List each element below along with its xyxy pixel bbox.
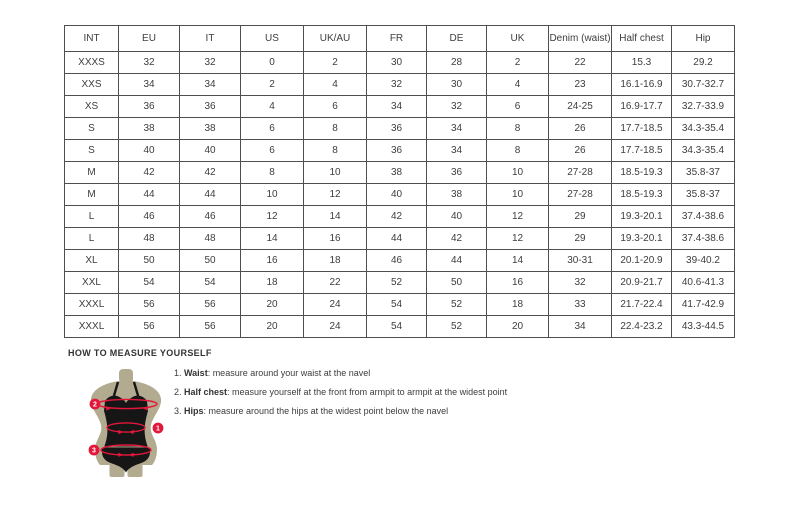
size-value-cell: 34 (427, 140, 487, 162)
size-value-cell: 12 (487, 228, 549, 250)
size-value-cell: 16.1-16.9 (612, 74, 672, 96)
size-value-cell: 40 (367, 184, 427, 206)
size-value-cell: 8 (304, 140, 367, 162)
size-value-cell: 48 (180, 228, 241, 250)
mannequin-neck (119, 369, 133, 383)
size-value-cell: 56 (180, 294, 241, 316)
size-value-cell: 14 (304, 206, 367, 228)
size-value-cell: 17.7-18.5 (612, 140, 672, 162)
size-value-cell: 4 (304, 74, 367, 96)
table-row (65, 162, 735, 184)
size-value-cell: 36 (367, 140, 427, 162)
size-value-cell: 20.1-20.9 (612, 250, 672, 272)
size-value-cell: 18.5-19.3 (612, 162, 672, 184)
size-value-cell: 30 (427, 74, 487, 96)
size-value-cell: 20 (487, 316, 549, 338)
size-value-cell: 37.4-38.6 (672, 206, 735, 228)
size-value-cell: 50 (427, 272, 487, 294)
size-value-cell: 15.3 (612, 52, 672, 74)
size-value-cell: 34 (549, 316, 612, 338)
table-row (65, 74, 735, 96)
size-value-cell: 24-25 (549, 96, 612, 118)
size-label-cell: XXXL (65, 316, 119, 338)
column-header: EU (119, 26, 180, 52)
size-value-cell: 40 (119, 140, 180, 162)
size-value-cell: 12 (304, 184, 367, 206)
size-value-cell: 54 (119, 272, 180, 294)
table-row (65, 140, 735, 162)
size-value-cell: 26 (549, 140, 612, 162)
size-value-cell: 10 (304, 162, 367, 184)
size-value-cell: 54 (367, 316, 427, 338)
size-value-cell: 27-28 (549, 162, 612, 184)
size-value-cell: 16 (241, 250, 304, 272)
size-value-cell: 32 (367, 74, 427, 96)
size-value-cell: 29 (549, 228, 612, 250)
table-row (65, 206, 735, 228)
size-value-cell: 44 (180, 184, 241, 206)
size-value-cell: 54 (180, 272, 241, 294)
column-header: Hip (672, 26, 735, 52)
size-value-cell: 30-31 (549, 250, 612, 272)
size-label-cell: M (65, 184, 119, 206)
size-value-cell: 34.3-35.4 (672, 140, 735, 162)
size-value-cell: 38 (119, 118, 180, 140)
table-header-row (65, 26, 735, 52)
column-header: UK (487, 26, 549, 52)
size-value-cell: 6 (241, 140, 304, 162)
size-value-cell: 19.3-20.1 (612, 206, 672, 228)
column-header: US (241, 26, 304, 52)
size-value-cell: 20 (241, 316, 304, 338)
size-value-cell: 42 (367, 206, 427, 228)
size-value-cell: 24 (304, 294, 367, 316)
table-body (65, 52, 735, 338)
size-chart-table (64, 25, 735, 338)
size-value-cell: 8 (487, 118, 549, 140)
size-value-cell: 54 (367, 294, 427, 316)
size-value-cell: 22.4-23.2 (612, 316, 672, 338)
size-value-cell: 33 (549, 294, 612, 316)
step-term: Waist (184, 368, 208, 378)
size-value-cell: 37.4-38.6 (672, 228, 735, 250)
size-value-cell: 32 (427, 96, 487, 118)
size-value-cell: 34 (180, 74, 241, 96)
table-row (65, 272, 735, 294)
size-value-cell: 46 (367, 250, 427, 272)
size-value-cell: 44 (119, 184, 180, 206)
size-value-cell: 32 (180, 52, 241, 74)
size-value-cell: 52 (427, 316, 487, 338)
size-value-cell: 34 (427, 118, 487, 140)
size-label-cell: XS (65, 96, 119, 118)
step-term: Hips (184, 406, 204, 416)
waist-badge-number: 1 (156, 425, 160, 433)
size-value-cell: 30 (367, 52, 427, 74)
size-value-cell: 16 (487, 272, 549, 294)
size-value-cell: 18 (304, 250, 367, 272)
step-number: 2. (174, 387, 185, 397)
size-value-cell: 28 (427, 52, 487, 74)
size-label-cell: XXXS (65, 52, 119, 74)
measure-heading: HOW TO MEASURE YOURSELF (68, 348, 212, 358)
size-value-cell: 12 (241, 206, 304, 228)
step-desc: : measure around your waist at the navel (207, 368, 371, 378)
size-value-cell: 29 (549, 206, 612, 228)
size-value-cell: 24 (304, 316, 367, 338)
size-value-cell: 34 (119, 74, 180, 96)
size-value-cell: 2 (241, 74, 304, 96)
size-value-cell: 30.7-32.7 (672, 74, 735, 96)
size-value-cell: 43.3-44.5 (672, 316, 735, 338)
size-label-cell: S (65, 140, 119, 162)
size-value-cell: 20.9-21.7 (612, 272, 672, 294)
size-value-cell: 50 (180, 250, 241, 272)
measure-steps (174, 368, 507, 425)
size-label-cell: XXS (65, 74, 119, 96)
swimsuit-briefs (102, 448, 150, 473)
size-value-cell: 40 (180, 140, 241, 162)
size-value-cell: 26 (549, 118, 612, 140)
size-value-cell: 16 (304, 228, 367, 250)
step-number: 3. (174, 406, 185, 416)
column-header: INT (65, 26, 119, 52)
column-header: Half chest (612, 26, 672, 52)
size-value-cell: 29.2 (672, 52, 735, 74)
size-value-cell: 32 (549, 272, 612, 294)
size-value-cell: 4 (241, 96, 304, 118)
size-value-cell: 21.7-22.4 (612, 294, 672, 316)
size-value-cell: 34.3-35.4 (672, 118, 735, 140)
size-value-cell: 16.9-17.7 (612, 96, 672, 118)
mannequin-illustration (80, 369, 172, 481)
size-value-cell: 8 (487, 140, 549, 162)
size-value-cell: 8 (304, 118, 367, 140)
table-row (65, 96, 735, 118)
size-value-cell: 34 (367, 96, 427, 118)
size-value-cell: 10 (241, 184, 304, 206)
size-value-cell: 6 (304, 96, 367, 118)
size-value-cell: 2 (304, 52, 367, 74)
size-value-cell: 50 (119, 250, 180, 272)
size-value-cell: 38 (427, 184, 487, 206)
size-value-cell: 44 (367, 228, 427, 250)
table-row (65, 52, 735, 74)
step-term: Half chest (184, 387, 228, 397)
size-label-cell: XXL (65, 272, 119, 294)
size-value-cell: 4 (487, 74, 549, 96)
column-header: DE (427, 26, 487, 52)
size-value-cell: 44 (427, 250, 487, 272)
size-value-cell: 18 (241, 272, 304, 294)
column-header: UK/AU (304, 26, 367, 52)
size-value-cell: 19.3-20.1 (612, 228, 672, 250)
size-value-cell: 10 (487, 162, 549, 184)
size-value-cell: 27-28 (549, 184, 612, 206)
measure-step-half-chest (174, 387, 507, 398)
size-value-cell: 14 (487, 250, 549, 272)
size-label-cell: XL (65, 250, 119, 272)
table-row (65, 316, 735, 338)
size-value-cell: 46 (180, 206, 241, 228)
size-value-cell: 32 (119, 52, 180, 74)
size-value-cell: 40.6-41.3 (672, 272, 735, 294)
size-value-cell: 41.7-42.9 (672, 294, 735, 316)
measure-step-hips (174, 406, 507, 417)
size-value-cell: 2 (487, 52, 549, 74)
size-value-cell: 40 (427, 206, 487, 228)
step-desc: : measure yourself at the front from armpit to armpit at the widest point (227, 387, 508, 397)
size-value-cell: 48 (119, 228, 180, 250)
size-value-cell: 46 (119, 206, 180, 228)
size-label-cell: M (65, 162, 119, 184)
size-value-cell: 23 (549, 74, 612, 96)
size-value-cell: 42 (427, 228, 487, 250)
column-header: FR (367, 26, 427, 52)
step-number: 1. (174, 368, 185, 378)
size-value-cell: 6 (241, 118, 304, 140)
step-desc: : measure around the hips at the widest point below the navel (203, 406, 449, 416)
size-value-cell: 14 (241, 228, 304, 250)
size-value-cell: 18.5-19.3 (612, 184, 672, 206)
size-label-cell: XXXL (65, 294, 119, 316)
size-value-cell: 36 (119, 96, 180, 118)
size-value-cell: 10 (487, 184, 549, 206)
size-value-cell: 56 (119, 294, 180, 316)
size-value-cell: 42 (119, 162, 180, 184)
size-value-cell: 8 (241, 162, 304, 184)
size-value-cell: 32.7-33.9 (672, 96, 735, 118)
table-row (65, 184, 735, 206)
size-value-cell: 36 (180, 96, 241, 118)
size-value-cell: 18 (487, 294, 549, 316)
size-value-cell: 35.8-37 (672, 162, 735, 184)
measure-step-waist (174, 368, 507, 379)
table-row (65, 228, 735, 250)
size-value-cell: 36 (367, 118, 427, 140)
hips-badge-number: 3 (92, 447, 96, 455)
size-value-cell: 39-40.2 (672, 250, 735, 272)
size-value-cell: 22 (304, 272, 367, 294)
column-header: IT (180, 26, 241, 52)
size-value-cell: 0 (241, 52, 304, 74)
size-value-cell: 52 (367, 272, 427, 294)
table-row (65, 250, 735, 272)
size-label-cell: S (65, 118, 119, 140)
size-label-cell: L (65, 206, 119, 228)
size-value-cell: 17.7-18.5 (612, 118, 672, 140)
column-header: Denim (waist) (549, 26, 612, 52)
size-value-cell: 38 (180, 118, 241, 140)
size-value-cell: 56 (119, 316, 180, 338)
size-value-cell: 52 (427, 294, 487, 316)
size-value-cell: 56 (180, 316, 241, 338)
size-value-cell: 36 (427, 162, 487, 184)
size-value-cell: 22 (549, 52, 612, 74)
chest-badge-number: 2 (93, 401, 97, 409)
size-value-cell: 12 (487, 206, 549, 228)
size-value-cell: 38 (367, 162, 427, 184)
size-value-cell: 42 (180, 162, 241, 184)
table-row (65, 294, 735, 316)
size-value-cell: 6 (487, 96, 549, 118)
size-value-cell: 20 (241, 294, 304, 316)
table-row (65, 118, 735, 140)
size-label-cell: L (65, 228, 119, 250)
size-value-cell: 35.8-37 (672, 184, 735, 206)
